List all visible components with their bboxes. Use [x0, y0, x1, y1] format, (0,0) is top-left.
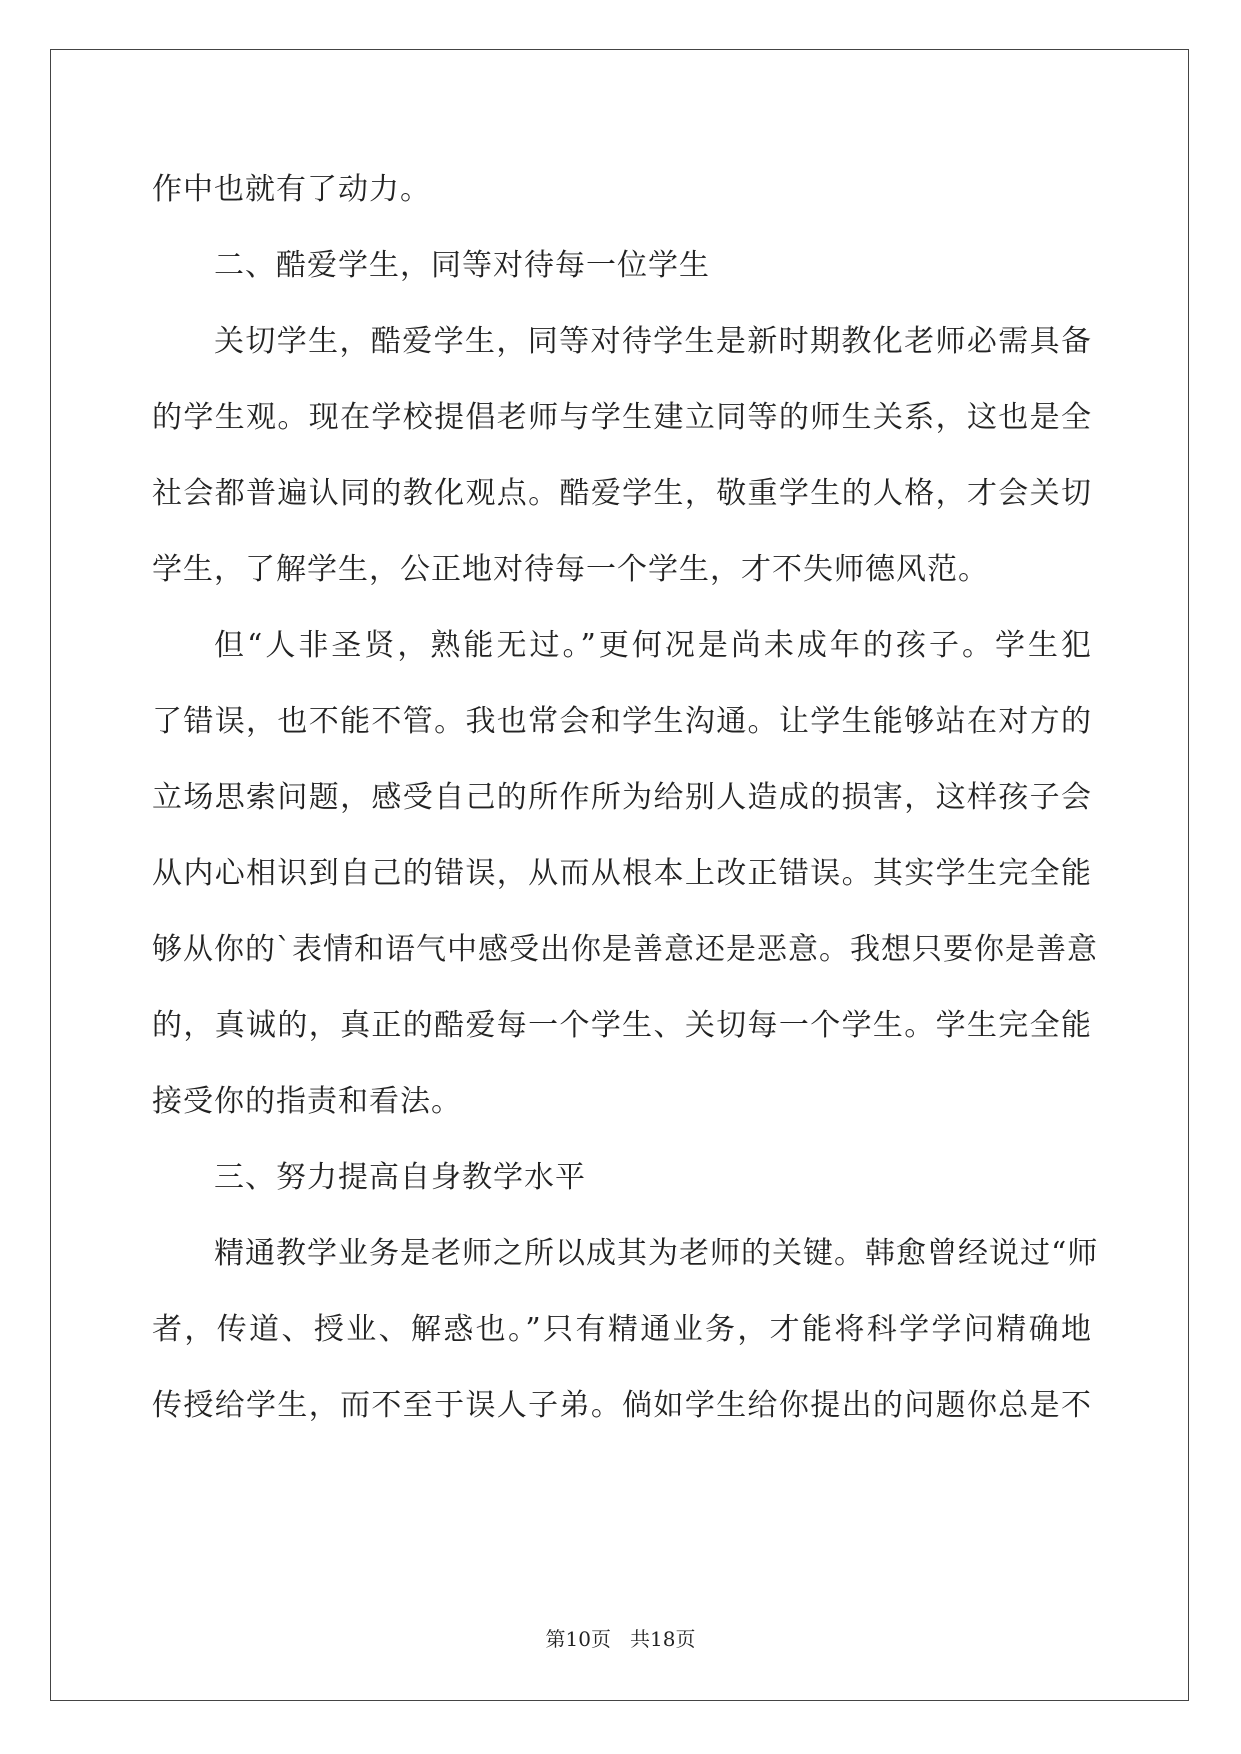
paragraph-line: 从内心相识到自己的错误，从而从根本上改正错误。其实学生完全能 — [152, 856, 1092, 891]
section-heading-3: 三、努力提高自身教学水平 — [214, 1160, 586, 1195]
paragraph-line: 学生，了解学生，公正地对待每一个学生，才不失师德风范。 — [152, 552, 989, 587]
paragraph-line: 接受你的指责和看法。 — [152, 1084, 462, 1119]
paragraph-line: 精通教学业务是老师之所以成其为老师的关键。韩愈曾经说过“师 — [214, 1236, 1099, 1271]
document-body — [152, 152, 1099, 1444]
paragraph-line: 者，传道、授业、解惑也。”只有精通业务，才能将科学学问精确地 — [152, 1312, 1092, 1347]
paragraph-line: 作中也就有了动力。 — [152, 172, 431, 207]
paragraph-line: 关切学生，酷爱学生，同等对待学生是新时期教化老师必需具备 — [214, 324, 1092, 359]
paragraph-line: 但“人非圣贤，熟能无过。”更何况是尚未成年的孩子。学生犯 — [214, 628, 1092, 663]
paragraph-line: 的学生观。现在学校提倡老师与学生建立同等的师生关系，这也是全 — [152, 400, 1092, 435]
paragraph-line: 够从你的`表情和语气中感受出你是善意还是恶意。我想只要你是善意 — [152, 932, 1098, 967]
paragraph-line: 的，真诚的，真正的酷爱每一个学生、关切每一个学生。学生完全能 — [152, 1008, 1092, 1043]
paragraph-line: 了错误，也不能不管。我也常会和学生沟通。让学生能够站在对方的 — [152, 704, 1092, 739]
paragraph-line: 传授给学生，而不至于误人子弟。倘如学生给你提出的问题你总是不 — [152, 1388, 1092, 1423]
paragraph-line: 立场思索问题，感受自己的所作所为给别人造成的损害，这样孩子会 — [152, 780, 1092, 815]
page-number: 第10页 共18页 — [545, 1627, 696, 1651]
section-heading-2: 二、酷爱学生，同等对待每一位学生 — [214, 248, 710, 283]
paragraph-line: 社会都普遍认同的教化观点。酷爱学生，敬重学生的人格，才会关切 — [152, 476, 1092, 511]
